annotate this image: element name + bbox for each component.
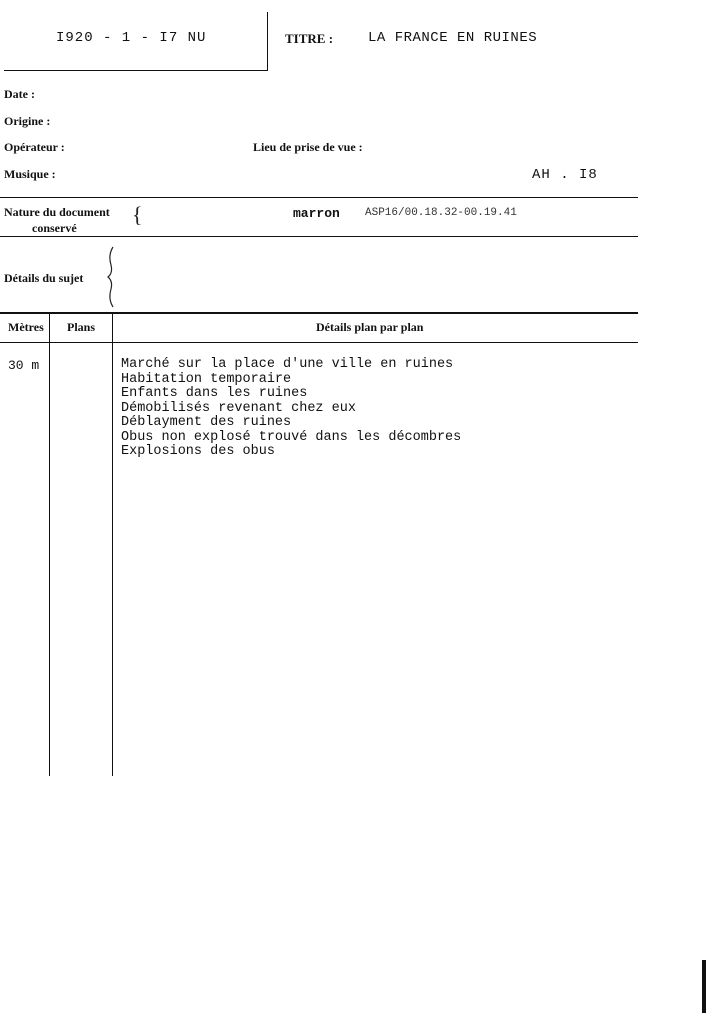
nature-label: Nature du document [4, 205, 110, 219]
metres-value: 30 m [8, 358, 40, 373]
table-header-border [0, 342, 638, 343]
document-reference: I920 - 1 - I7 NU [56, 30, 207, 46]
col-plans-header: Plans [67, 320, 96, 334]
col-divider-1 [49, 314, 50, 776]
operateur-label: Opérateur : [4, 140, 65, 154]
details-list [121, 358, 461, 460]
list-item: Démobilisés revenant chez eux [121, 400, 356, 416]
origine-label: Origine : [4, 114, 51, 128]
separator-1 [0, 197, 638, 198]
brace-nature: { [132, 202, 143, 227]
list-item: Obus non explosé trouvé dans les décombres [121, 429, 462, 445]
separator-3 [0, 312, 638, 314]
list-item: Déblayment des ruines [121, 415, 292, 430]
header-box-right-border [267, 12, 268, 71]
sujet-label: Détails du sujet [4, 271, 84, 285]
col-metres-header: Mètres [8, 320, 44, 334]
brace-sujet [104, 245, 118, 309]
col-details-header: Détails plan par plan [316, 320, 424, 334]
musique-label: Musique : [4, 167, 56, 181]
header-box-bottom-border [4, 70, 268, 71]
list-item: Habitation temporaire [121, 371, 292, 387]
archive-code: AH . I8 [532, 167, 598, 183]
separator-2 [0, 236, 638, 237]
nature-code: ASP16/00.18.32-00.19.41 [365, 207, 517, 219]
lieu-label: Lieu de prise de vue : [253, 140, 363, 154]
list-item: Marché sur la place d'une ville en ruines [121, 357, 454, 372]
col-divider-2 [112, 314, 113, 776]
nature-color: marron [293, 206, 340, 221]
title-value: LA FRANCE EN RUINES [368, 30, 538, 46]
nature-label-cont: conservé [32, 221, 77, 235]
list-item: Explosions des obus [121, 444, 275, 459]
page-edge-shadow [702, 960, 706, 1013]
list-item: Enfants dans les ruines [121, 386, 308, 401]
date-label: Date : [4, 87, 35, 101]
title-label: TITRE : [285, 31, 334, 46]
